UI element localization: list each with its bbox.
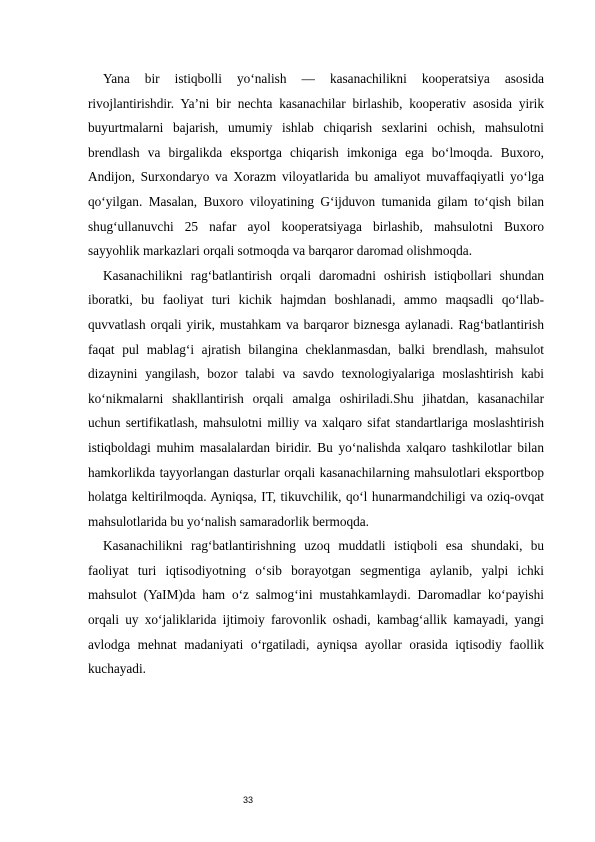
paragraph-cooperation: Yana bir istiqbolli yo‘nalish — kasanachilikni kooperatsiya asosida rivojlantirishdir. Ya’ni bir nechta kasanachilar birlashib, kooperativ asosida yirik buyurtmalarni bajarish, umumiy ishlab chiqarish sexlarini ochish, mahsulotni brendlash va birgalikda eksportga chiqarish imkoniga ega bo‘lmoqda. Buxoro, Andijon, Surxondaryo va Xorazm viloyatlarida bu amaliyot muvaffaqiyatli yo‘lga qo‘yilgan. Masalan, Buxoro viloyatining G‘ijduvon tumanida gilam to‘qish bilan shug‘ullanuvchi 25 nafar ayol kooperatsiyaga birlashib, mahsulotni Buxoro sayyohlik markazlari orqali sotmoqda va barqaror daromad olishmoqda. [88,71,544,259]
document-page [88,67,544,682]
page-number: 33 [243,795,254,805]
paragraph-incentives: Kasanachilikni rag‘batlantirish orqali daromadni oshirish istiqbollari shundan iboratki, bu faoliyat turi kichik hajmdan boshlanadi, ammo maqsadli qo‘llab-quvvatlash orqali yirik, mustahkam va barqaror biznesga aylanadi. Rag‘batlantirish faqat pul mablag‘i ajratish bilangina cheklanmasdan, balki brendlash, mahsulot dizaynini yangilash, bozor talabi va savdo texnologiyalariga moslashtirish kabi ko‘nikmalarni shakllantirish orqali amalga oshiriladi.Shu jihatdan, kasanachilar uchun sertifikatlash, mahsulotni milliy va xalqaro sifat standartlariga moslashtirish istiqboldagi muhim masalalardan biridir. Bu yo‘nalishda xalqaro tashkilotlar bilan hamkorlikda tayyorlangan dasturlar orqali kasanachilarning mahsulotlari eksportbop holatga keltirilmoqda. Ayniqsa, IT, tikuvchilik, qo‘l hunarmandchiligi va oziq-ovqat mahsulotlarida bu yo‘nalish samaradorlik bermoqda. [88,267,544,529]
paragraph-long-term-outlook: Kasanachilikni rag‘batlantirishning uzoq muddatli istiqboli esa shundaki, bu faoliyat turi iqtisodiyotning o‘sib borayotgan segmentiga aylanib, yalpi ichki mahsulot (YaIM)da ham o‘z salmog‘ini mustahkamlaydi. Daromadlar ko‘payishi orqali uy xo‘jaliklarida ijtimoiy farovonlik oshadi, kambag‘allik kamayadi, yangi avlodga mehnat madaniyati o‘rgatiladi, ayniqsa ayollar orasida iqtisodiy faollik kuchayadi. [88,538,544,677]
